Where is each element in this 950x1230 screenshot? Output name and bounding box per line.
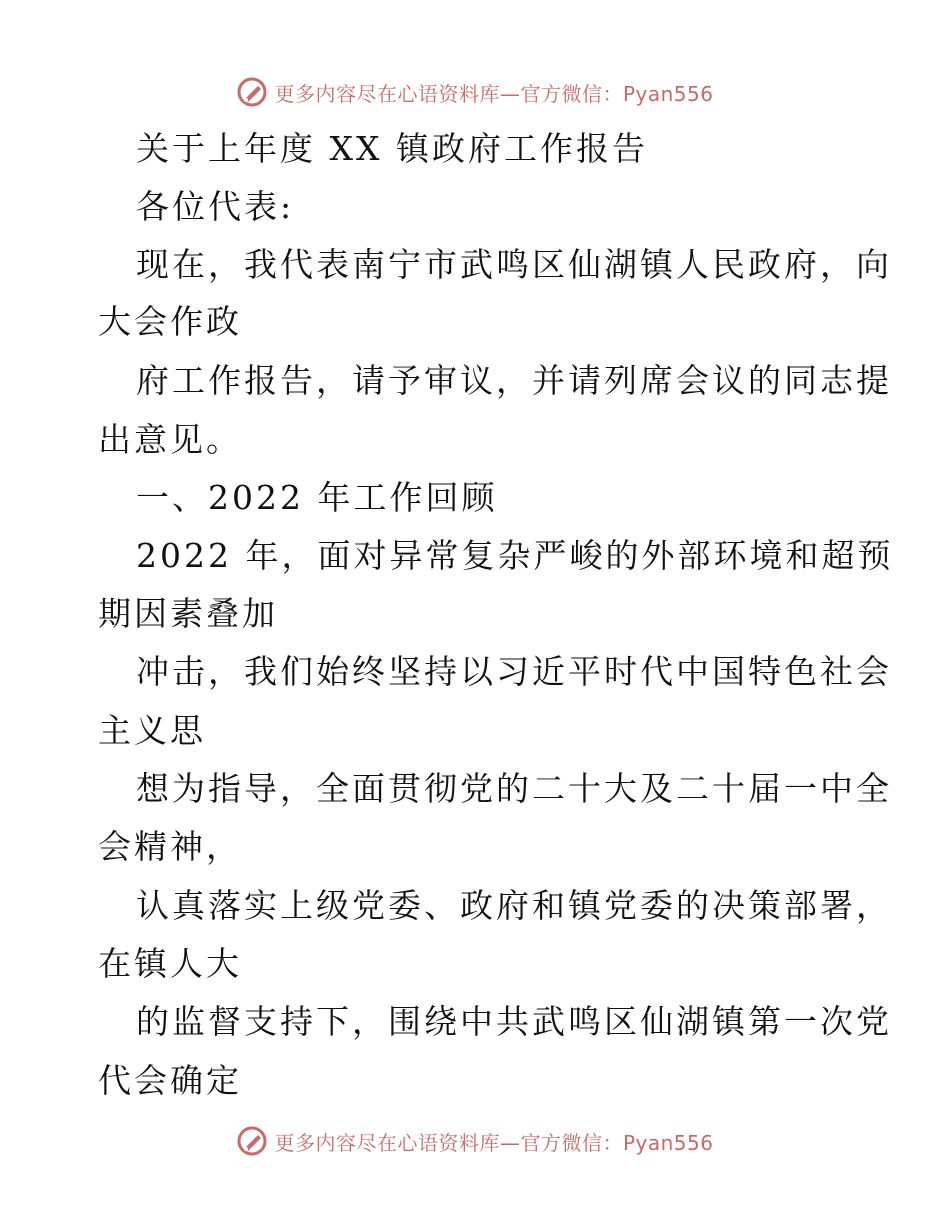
text-line: 在镇人大 (98, 944, 242, 983)
text-line: 出意见。 (98, 420, 242, 459)
text-line: 2022 年，面对异常复杂严峻的外部环境和超预 (136, 536, 894, 575)
text-line: 代会确定 (98, 1061, 242, 1100)
watermark-text: 更多内容尽在心语资料库—官方微信：Pyan556 (274, 81, 714, 106)
text-line: 府工作报告，请予审议，并请列席会议的同志提 (136, 361, 892, 400)
pen-circle-logo-icon (236, 76, 268, 108)
section-heading: 一、2022 年工作回顾 (136, 478, 498, 517)
text-line: 会精神， (98, 827, 242, 866)
pen-circle-logo-icon (236, 1125, 268, 1157)
text-line: 的监督支持下，围绕中共武鸣区仙湖镇第一次党 (136, 1002, 892, 1041)
text-line: 想为指导，全面贯彻党的二十大及二十届一中全 (136, 769, 892, 808)
text-line: 认真落实上级党委、政府和镇党委的决策部署， (136, 886, 892, 925)
text-line: 期因素叠加 (98, 594, 278, 633)
footer-watermark (0, 1121, 950, 1161)
text-line: 冲击，我们始终坚持以习近平时代中国特色社会 (136, 652, 892, 691)
text-line: 主义思 (98, 711, 206, 750)
text-line: 大会作政 (98, 302, 242, 341)
document-title: 关于上年度 XX 镇政府工作报告 (136, 129, 648, 168)
text-line: 现在，我代表南宁市武鸣区仙湖镇人民政府，向 (136, 245, 892, 284)
header-watermark (0, 72, 950, 112)
watermark-text: 更多内容尽在心语资料库—官方微信：Pyan556 (274, 1130, 714, 1155)
salutation: 各位代表: (136, 187, 295, 226)
